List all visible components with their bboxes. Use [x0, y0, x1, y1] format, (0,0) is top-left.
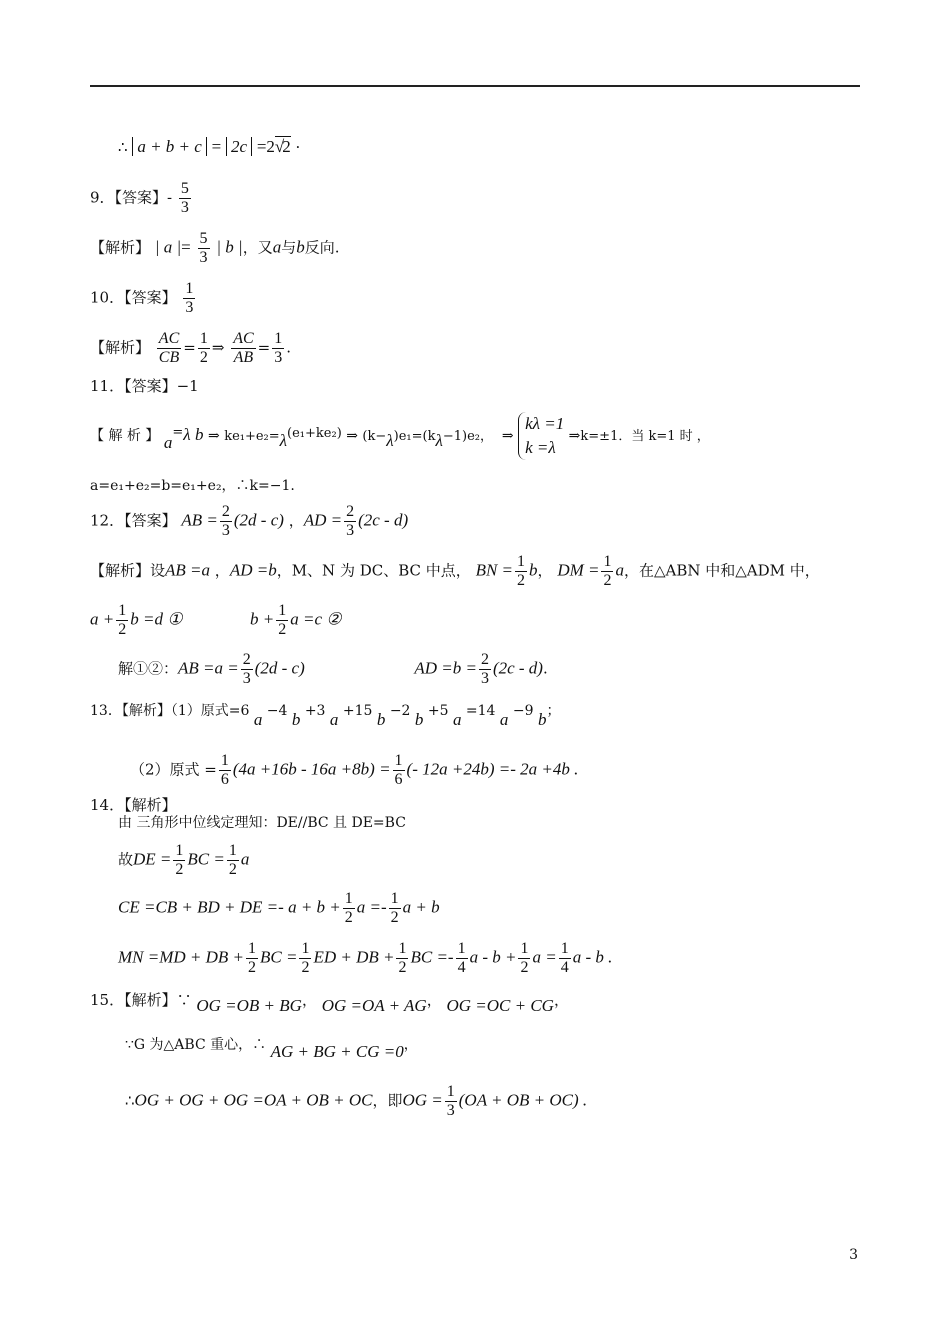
q15-line3: ∴OG + OG + OG =OA + OB + OC，即OG = $\frac{1}{3}$ (OA + OB + OC) . — [125, 1083, 588, 1119]
q9-answer: 9．【答案】- $\frac{5}{3}$ — [90, 180, 189, 216]
q13-part2: （2）原式 = $\frac{1}{6}$ (4a +16b - 16a +8b) = $\frac{1}{6}$ (- 12a +24b) =- 2a +4b . — [130, 752, 579, 788]
page-number: 3 — [849, 1247, 858, 1263]
q9-explanation: 【解析】 | a |= $\frac{5}{3}$ | b |，又a与b反向. — [90, 230, 340, 266]
line-conclusion: ∴ a + b + c = 2c =2√2 · — [118, 137, 301, 156]
q10-answer: 10．【答案】 $\frac{1}{3}$ — [90, 280, 194, 316]
q11-conclusion: a=e₁+e₂=b=e₁+e₂，∴k=−1. — [90, 478, 295, 494]
header-rule — [90, 85, 860, 87]
q15-line1: 15．【解析】∵ OG =OB + BG， OG =OA + AG， OG =OC + CG， — [90, 991, 569, 1015]
q14-header: 14．【解析】 — [90, 796, 177, 814]
q12-answer: 12．【答案】 AB = $\frac{2}{3}$ (2d - c) ，AD = $\frac{2}{3}$ (2c - d) — [90, 503, 409, 539]
q15-line2: ∵G 为△ABC 重心，∴ AG + BG + CG =0， — [125, 1037, 418, 1061]
q11-answer: 11．【答案】−1 — [90, 377, 199, 395]
q14-line1: 由 三角形中位线定理知：DE//BC 且 DE=BC — [118, 815, 406, 831]
q14-line2: 故DE = $\frac{1}{2}$ BC = $\frac{1}{2}$ a — [118, 842, 250, 878]
q13-part1: 13．【解析】（1）原式=6 a −4 b +3 a +15 b −2 b +5 a =14 a −9 b； — [90, 703, 561, 729]
q11-explanation: 【 解 析 】 a=λ b ⇒ ke₁+e₂=λ(e₁+ke₂) ⇒ (k−λ)e₁=(kλ−1)e₂， ⇒ kλ =1 k =λ ⇒k=±1．当 k=1 时 ， — [90, 412, 710, 460]
q12-solution: 解①②：AB =a = $\frac{2}{3}$ (2d - c) AD =b = $\frac{2}{3}$ (2c - d). — [118, 651, 548, 687]
q14-line3: CE =CB + BD + DE =- a + b + $\frac{1}{2}$ a =- $\frac{1}{2}$ a + b — [118, 890, 440, 926]
q14-line4: MN =MD + DB + $\frac{1}{2}$ BC = $\frac{1}{2}$ ED + DB + $\frac{1}{2}$ BC =- $\frac{1}{4}$ a - b + $\frac{1}{2}$ a = $\frac{1}{4}$ a - b . — [118, 940, 613, 976]
q12-equations: a + $\frac{1}{2}$ b =d ① b + $\frac{1}{2}$ a =c ② — [90, 602, 342, 638]
q10-explanation: 【解析】 $\frac{AC}{CB}$ = $\frac{1}{2}$ ⇒ $\frac{AC}{AB}$ = $\frac{1}{3}$ . — [90, 330, 291, 366]
q12-explanation: 【解析】设AB =a ，AD =b，M、N 为 DC、BC 中点， BN = $\frac{1}{2}$ b， DM = $\frac{1}{2}$ a，在△ABN 中和△ADM 中， — [90, 553, 820, 589]
